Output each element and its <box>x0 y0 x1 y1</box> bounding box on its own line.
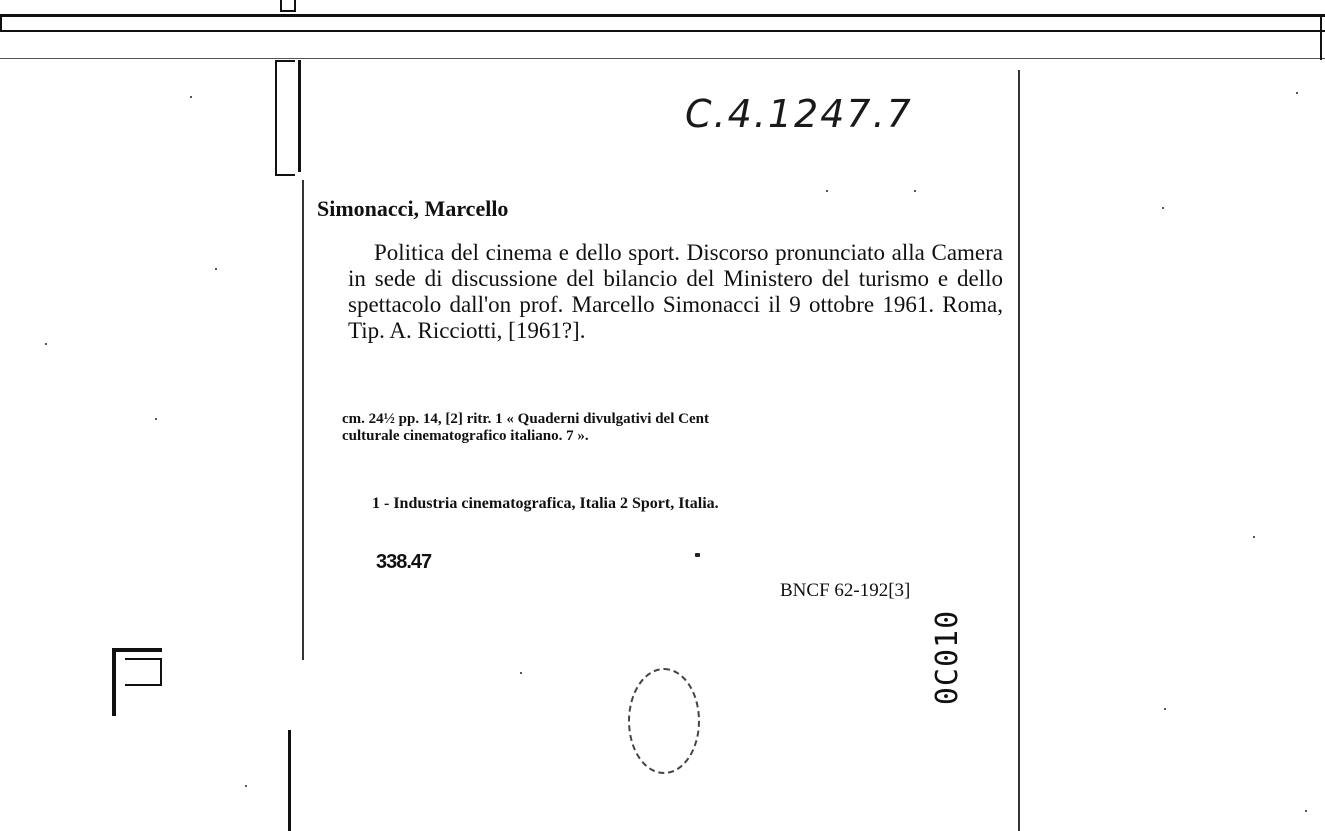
physical-description-line-1: cm. 24½ pp. 14, [2] ritr. 1 « Quaderni divulgativi del Cent <box>342 411 709 427</box>
card-clip <box>275 60 295 176</box>
title-statement: Politica del cinema e dello sport. Discorso pronunciato alla Camera in sede di discussione del bilancio del Ministero del turismo e dello spettacolo dall'on prof. Marcello Simonacci il 9 ottobre 1961. Roma, Tip. A. Ricciotti, [1961?]. <box>348 240 1003 343</box>
card-left-edge-top <box>298 60 301 172</box>
card-left-edge <box>302 180 304 660</box>
subject-headings: 1 - Industria cinematografica, Italia 2 Sport, Italia. <box>372 495 719 512</box>
stamp-number: 0C010 <box>930 609 966 706</box>
left-edge <box>0 14 2 32</box>
card-right-edge <box>1018 70 1020 831</box>
punch-hole <box>628 668 700 774</box>
shelfmark: BNCF 62-192[3] <box>780 580 911 601</box>
clip-mark <box>280 0 296 12</box>
margin-mark-top <box>112 648 162 652</box>
classification-number: 338.47 <box>376 551 432 573</box>
card-left-edge-bottom <box>288 730 291 831</box>
physical-description <box>342 411 992 445</box>
top-border-line <box>0 14 1325 17</box>
physical-description-line-2: culturale cinematografico italiano. 7 ». <box>342 428 589 444</box>
author-heading: Simonacci, Marcello <box>317 196 509 221</box>
margin-mark-box <box>125 658 162 686</box>
top-border-line-3 <box>0 58 1325 59</box>
handwritten-call-number: C.4.1247.7 <box>685 92 913 136</box>
margin-mark-bar <box>112 648 116 716</box>
right-edge <box>1320 14 1322 60</box>
top-border-line-2 <box>0 30 1325 32</box>
